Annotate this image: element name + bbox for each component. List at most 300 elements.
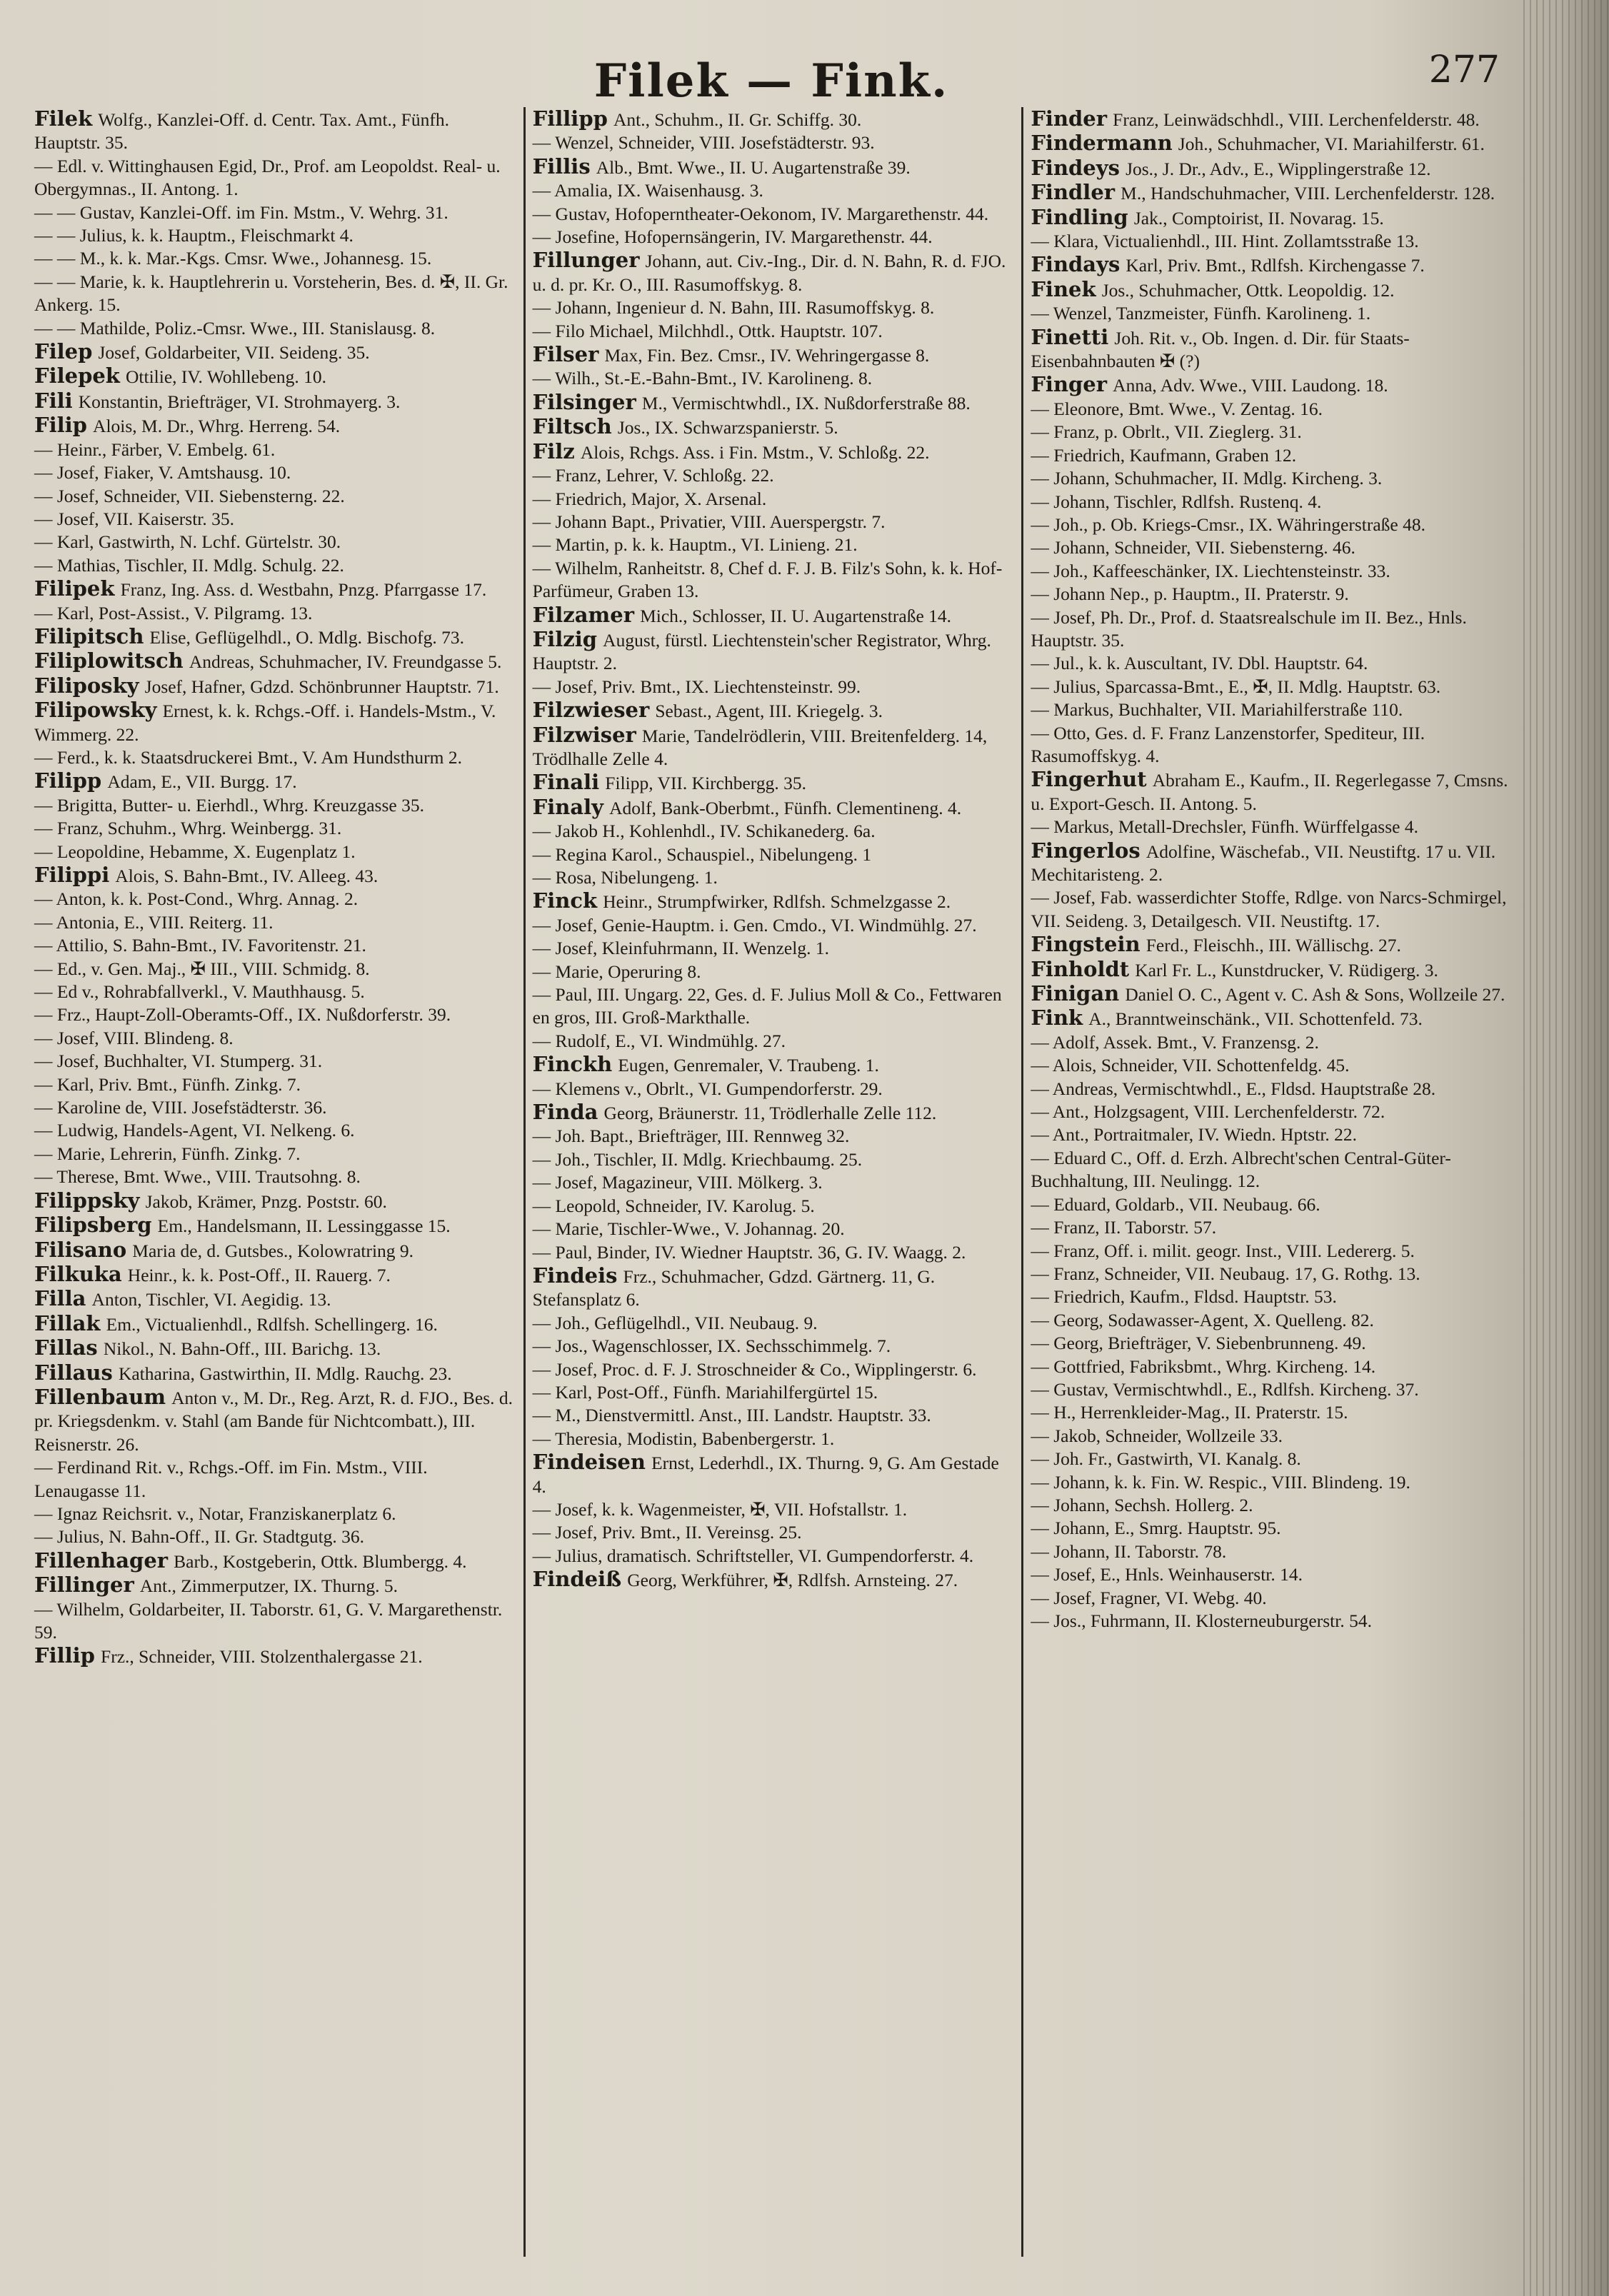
directory-entry xyxy=(533,226,1012,249)
entry-details: — Brigitta, Butter- u. Eierhdl., Whrg. Kreuzgasse 35. xyxy=(34,794,424,816)
directory-entry xyxy=(1031,1263,1510,1285)
directory-entry xyxy=(533,1030,1012,1053)
entry-details: — H., Herrenkleider-Mag., II. Praterstr. 15. xyxy=(1031,1402,1348,1423)
directory-entry xyxy=(533,464,1012,487)
entry-surname: Findeisen xyxy=(532,1450,646,1475)
directory-entry xyxy=(34,981,513,1003)
entry-details: Mich., Schlosser, II. U. Augartenstraße 14. xyxy=(640,605,952,626)
entry-details: — Karoline de, VIII. Josefstädterstr. 36. xyxy=(34,1097,327,1118)
entry-details: — Joh. Bapt., Briefträger, III. Rennweg 32. xyxy=(532,1126,850,1147)
directory-entry xyxy=(34,1644,513,1668)
entry-surname: Finckh xyxy=(532,1052,613,1077)
directory-entry xyxy=(1031,181,1510,205)
entry-details: — Mathias, Tischler, II. Mdlg. Schulg. 22. xyxy=(34,554,344,576)
entry-details: Karl, Priv. Bmt., Rdlfsh. Kirchengasse 7. xyxy=(1126,255,1425,276)
entry-details: — Julius, N. Bahn-Off., II. Gr. Stadtgutg. 36. xyxy=(34,1526,365,1548)
directory-entry xyxy=(533,676,1012,698)
page-title: Filek — Fink. xyxy=(593,54,949,108)
entry-details: — Gustav, Vermischtwhdl., E., Rdlfsh. Kircheng. 37. xyxy=(1031,1378,1419,1400)
directory-entry xyxy=(1031,958,1510,982)
entry-surname: Findeys xyxy=(1031,155,1120,180)
directory-entry xyxy=(533,723,1012,771)
directory-entry xyxy=(34,531,513,553)
entry-details: Franz, Leinwädschhdl., VIII. Lerchenfelderstr. 48. xyxy=(1113,109,1480,130)
entry-details: — Johann, Schneider, VII. Siebensterng. 46. xyxy=(1031,537,1355,558)
entry-surname: Fillas xyxy=(34,1335,98,1360)
directory-entry xyxy=(1031,933,1510,957)
directory-entry xyxy=(1031,513,1510,536)
entry-details: — Markus, Buchhalter, VII. Mariahilferstraße 110. xyxy=(1031,699,1403,721)
entry-surname: Finaly xyxy=(532,794,604,819)
directory-entry xyxy=(34,746,513,769)
directory-entry xyxy=(533,1053,1012,1077)
entry-details: — Jos., Fuhrmann, II. Klosterneuburgerstr. 54. xyxy=(1031,1610,1372,1631)
entry-details: — Klara, Victualienhdl., III. Hint. Zollamtsstraße 13. xyxy=(1031,231,1419,252)
directory-entry xyxy=(533,1404,1012,1427)
directory-entry xyxy=(34,1165,513,1188)
directory-entry xyxy=(1031,1401,1510,1424)
directory-entry xyxy=(533,914,1012,937)
directory-entry xyxy=(1031,491,1510,513)
directory-entry xyxy=(533,488,1012,511)
directory-entry xyxy=(34,364,513,388)
directory-entry xyxy=(533,179,1012,202)
directory-entry xyxy=(533,1545,1012,1568)
entry-surname: Fillip xyxy=(34,1643,95,1668)
entry-details: Sebast., Agent, III. Kriegelg. 3. xyxy=(655,701,883,722)
entry-details: Georg, Werkführer, ✠, Rdlfsh. Arnsteing. 27. xyxy=(627,1570,958,1591)
entry-details: — Wilhelm, Goldarbeiter, II. Taborstr. 61, G. V. Margarethenstr. 59. xyxy=(34,1598,503,1643)
entry-surname: Filipitsch xyxy=(34,623,144,648)
page-edge-shadow xyxy=(1523,0,1609,2296)
entry-details: Ant., Zimmerputzer, IX. Thurng. 5. xyxy=(139,1575,398,1597)
directory-entry xyxy=(34,1336,513,1360)
entry-details: M., Handschuhmacher, VIII. Lerchenfelderstr. 128. xyxy=(1121,183,1495,204)
entry-surname: Fili xyxy=(34,388,73,413)
entry-surname: Finigan xyxy=(1031,981,1120,1006)
directory-entry xyxy=(533,1428,1012,1450)
directory-entry xyxy=(34,1287,513,1311)
entry-details: — Josef, Proc. d. F. J. Stroschneider & Co., Wipplingerstr. 6. xyxy=(532,1358,977,1380)
entry-surname: Finger xyxy=(1031,372,1108,397)
entry-details: — Paul, III. Ungarg. 22, Ges. d. F. Julius Moll & Co., Fettwaren en gros, III. Groß-Markthalle. xyxy=(532,984,1002,1028)
directory-entry xyxy=(34,674,513,698)
entry-surname: Filkuka xyxy=(34,1261,122,1286)
entry-details: Alois, M. Dr., Whrg. Herreng. 54. xyxy=(93,416,341,437)
entry-details: — Friedrich, Kaufmann, Graben 12. xyxy=(1031,444,1297,466)
entry-details: — Klemens v., Obrlt., VI. Gumpendorferstr. 29. xyxy=(532,1078,883,1099)
directory-entry xyxy=(1031,1448,1510,1470)
entry-details: — — M., k. k. Mar.-Kgs. Cmsr. Wwe., Johannesg. 15. xyxy=(34,248,432,269)
directory-entry xyxy=(1031,560,1510,583)
entry-details: — Alois, Schneider, VII. Schottenfeldg. 45. xyxy=(1031,1055,1350,1076)
directory-entry xyxy=(34,1050,513,1073)
entry-surname: Finder xyxy=(1031,107,1108,131)
directory-entry xyxy=(34,817,513,840)
entry-details: Andreas, Schuhmacher, IV. Freundgasse 5. xyxy=(189,651,502,673)
directory-entry xyxy=(533,1521,1012,1544)
directory-entry xyxy=(1031,886,1510,933)
entry-details: — Marie, Operuring 8. xyxy=(532,961,701,982)
entry-details: — Antonia, E., VIII. Reiterg. 11. xyxy=(34,911,274,933)
directory-entry xyxy=(1031,206,1510,230)
directory-entry xyxy=(1031,816,1510,838)
entry-surname: Finck xyxy=(532,888,598,913)
directory-entry xyxy=(1031,1540,1510,1563)
directory-entry xyxy=(34,317,513,340)
directory-entry xyxy=(1031,1309,1510,1332)
entry-surname: Fingerlos xyxy=(1031,838,1141,863)
directory-entry xyxy=(533,820,1012,843)
directory-entry xyxy=(533,107,1012,131)
entry-details: — Eduard C., Off. d. Erzh. Albrecht'schen Central-Güter-Buchhaltung, III. Neulingg. 12. xyxy=(1031,1147,1451,1192)
directory-entry xyxy=(1031,1054,1510,1077)
entry-details: Nikol., N. Bahn-Off., III. Barichg. 13. xyxy=(103,1338,381,1360)
directory-entry xyxy=(1031,768,1510,816)
directory-entry xyxy=(533,131,1012,154)
entry-surname: Finda xyxy=(532,1100,598,1125)
directory-entry xyxy=(1031,583,1510,606)
directory-entry xyxy=(1031,652,1510,675)
entry-details: — — Marie, k. k. Hauptlehrerin u. Vorsteherin, Bes. d. ✠, II. Gr. Ankerg. 15. xyxy=(34,271,508,316)
directory-entry xyxy=(34,340,513,364)
entry-details: — Frz., Haupt-Zoll-Oberamts-Off., IX. Nußdorferstr. 39. xyxy=(34,1004,451,1026)
entry-details: — Jos., Wagenschlosser, IX. Sechsschimmelg. 7. xyxy=(532,1335,891,1357)
directory-entry xyxy=(533,1335,1012,1358)
directory-entry xyxy=(34,1027,513,1050)
entry-details: — Julius, dramatisch. Schriftsteller, VI. Gumpendorferstr. 4. xyxy=(532,1545,974,1566)
entry-details: Jak., Comptoirist, II. Novarag. 15. xyxy=(1133,207,1384,229)
entry-details: — Joh. Fr., Gastwirth, VI. Kanalg. 8. xyxy=(1031,1448,1301,1470)
directory-entry xyxy=(34,863,513,888)
entry-surname: Filip xyxy=(34,413,87,438)
directory-entry xyxy=(34,247,513,270)
entry-surname: Findeiß xyxy=(532,1567,622,1592)
directory-entry xyxy=(34,1385,513,1456)
directory-entry xyxy=(34,1096,513,1119)
entry-surname: Filla xyxy=(34,1286,86,1311)
directory-entry xyxy=(1031,839,1510,887)
entry-details: Ferd., Fleischh., III. Wällischg. 27. xyxy=(1146,935,1401,956)
directory-entry xyxy=(34,485,513,508)
entry-details: Adolfine, Wäschefab., VII. Neustiftg. 17 u. VII. Mechitaristeng. 2. xyxy=(1031,841,1496,885)
entry-details: — Jakob, Schneider, Wollzeile 33. xyxy=(1031,1425,1283,1446)
entry-details: — Karl, Post-Assist., V. Pilgramg. 13. xyxy=(34,602,313,623)
entry-surname: Findermann xyxy=(1031,131,1173,156)
entry-surname: Fillaus xyxy=(34,1360,113,1385)
directory-entry xyxy=(1031,1216,1510,1239)
directory-entry xyxy=(1031,1006,1510,1031)
entry-details: — Franz, p. Obrlt., VII. Zieglerg. 31. xyxy=(1031,421,1302,443)
entry-surname: Findling xyxy=(1031,204,1128,229)
entry-details: — Karl, Post-Off., Fünfh. Mariahilfergürtel 15. xyxy=(532,1381,878,1403)
directory-entry xyxy=(34,649,513,673)
directory-entry xyxy=(533,603,1012,628)
directory-entry xyxy=(34,438,513,461)
entry-details: — Josef, E., Hnls. Weinhauserstr. 14. xyxy=(1031,1564,1303,1585)
directory-entry xyxy=(34,1119,513,1142)
entry-details: — Marie, Lehrerin, Fünfh. Zinkg. 7. xyxy=(34,1143,301,1164)
entry-surname: Filzamer xyxy=(532,602,634,627)
entry-surname: Filek xyxy=(34,107,93,131)
entry-details: — Joh., p. Ob. Kriegs-Cmsr., IX. Währingerstraße 48. xyxy=(1031,513,1425,535)
entry-surname: Fillis xyxy=(532,154,591,179)
directory-entry xyxy=(1031,253,1510,277)
entry-details: Alois, S. Bahn-Bmt., IV. Alleeg. 43. xyxy=(115,866,379,886)
entry-details: — Theresia, Modistin, Babenbergerstr. 1. xyxy=(532,1428,835,1449)
entry-details: Ottilie, IV. Wohllebeng. 10. xyxy=(126,366,327,388)
entry-details: Konstantin, Briefträger, VI. Strohmayerg. 3. xyxy=(78,391,401,412)
directory-entry xyxy=(1031,1240,1510,1263)
entry-details: — Rudolf, E., VI. Windmühlg. 27. xyxy=(532,1030,786,1051)
entry-details: — Josef, Priv. Bmt., IX. Liechtensteinstr. 99. xyxy=(532,676,861,697)
entry-surname: Filiplowitsch xyxy=(34,648,184,673)
directory-entry xyxy=(533,1218,1012,1240)
directory-entry xyxy=(34,201,513,224)
directory-entry xyxy=(533,1195,1012,1218)
entry-details: Ant., Schuhm., II. Gr. Schiffg. 30. xyxy=(613,109,862,130)
entry-details: A., Branntweinschänk., VII. Schottenfeld. 73. xyxy=(1088,1008,1423,1030)
entry-details: Em., Victualienhdl., Rdlfsh. Schellingerg. 16. xyxy=(106,1313,438,1335)
entry-surname: Filzwieser xyxy=(532,698,650,723)
directory-entry xyxy=(533,961,1012,983)
directory-entry xyxy=(1031,1123,1510,1146)
entry-details: — Joh., Tischler, II. Mdlg. Kriechbaumg. 25. xyxy=(532,1148,863,1170)
directory-entry xyxy=(533,533,1012,556)
entry-details: Johann, aut. Civ.-Ing., Dir. d. N. Bahn, R. d. FJO. u. d. pr. Kr. O., III. Rasumoffskyg. 8. xyxy=(532,251,1006,295)
entry-details: — Edl. v. Wittinghausen Egid, Dr., Prof. am Leopoldst. Real- u. Obergymnas., II. Antong. 1. xyxy=(34,155,501,200)
entry-details: — Martin, p. k. k. Hauptm., VI. Linieng. 21. xyxy=(532,534,858,556)
directory-entry xyxy=(533,249,1012,296)
entry-details: — Eduard, Goldarb., VII. Neubaug. 66. xyxy=(1031,1193,1320,1215)
entry-details: — Andreas, Vermischtwhdl., E., Fldsd. Hauptstraße 28. xyxy=(1031,1078,1436,1099)
entry-details: Georg, Bräunerstr. 11, Trödlerhalle Zelle 112. xyxy=(603,1103,937,1124)
entry-details: Joh. Rit. v., Ob. Ingen. d. Dir. für Staats-Eisenbahnbauten ✠ (?) xyxy=(1031,327,1410,372)
entry-details: — Markus, Metall-Drechsler, Fünfh. Würffelgasse 4. xyxy=(1031,816,1418,838)
entry-surname: Filsinger xyxy=(532,389,636,414)
entry-details: Elise, Geflügelhdl., O. Mdlg. Bischofg. 73. xyxy=(149,626,465,648)
entry-surname: Filipowsky xyxy=(34,698,157,723)
directory-entry xyxy=(1031,1471,1510,1494)
entry-details: — Johann, Sechsh. Hollerg. 2. xyxy=(1031,1494,1253,1515)
entry-details: — Wenzel, Tanzmeister, Fünfh. Karolineng. 1. xyxy=(1031,303,1371,324)
entry-details: Barb., Kostgeberin, Ottk. Blumbergg. 4. xyxy=(174,1550,467,1572)
entry-details: — Ferdinand Rit. v., Rchgs.-Off. im Fin. Mstm., VIII. Lenaugasse 11. xyxy=(34,1457,428,1501)
column-2 xyxy=(526,107,1024,2257)
directory-entry xyxy=(34,958,513,981)
directory-entry xyxy=(34,508,513,531)
entry-details: Heinr., Strumpfwirker, Rdlfsh. Schmelzgasse 2. xyxy=(603,891,951,913)
entry-details: — Karl, Priv. Bmt., Fünfh. Zinkg. 7. xyxy=(34,1073,301,1095)
directory-entry xyxy=(34,698,513,746)
directory-entry xyxy=(533,628,1012,676)
directory-entry xyxy=(34,1525,513,1548)
entry-details: Adam, E., VII. Burgg. 17. xyxy=(107,771,297,793)
entry-surname: Filipsberg xyxy=(34,1213,152,1238)
directory-entry xyxy=(1031,131,1510,156)
directory-entry xyxy=(533,1358,1012,1381)
entry-details: — Karl, Gastwirth, N. Lchf. Gürtelstr. 30. xyxy=(34,531,341,553)
directory-entry xyxy=(533,296,1012,319)
entry-details: — Eleonore, Bmt. Wwe., V. Zentag. 16. xyxy=(1031,398,1323,419)
entry-surname: Finek xyxy=(1031,276,1096,301)
directory-entry xyxy=(533,1241,1012,1264)
entry-details: Ernst, Lederhdl., IX. Thurng. 9, G. Am Gestade 4. xyxy=(532,1453,999,1497)
directory-entry xyxy=(1031,1610,1510,1633)
entry-details: — Franz, Schuhm., Whrg. Weinbergg. 31. xyxy=(34,818,342,839)
entry-details: — Marie, Tischler-Wwe., V. Johannag. 20. xyxy=(532,1218,845,1240)
entry-details: — Franz, Lehrer, V. Schloßg. 22. xyxy=(532,465,774,486)
entry-surname: Findeis xyxy=(532,1263,618,1288)
directory-entry xyxy=(34,1189,513,1213)
directory-entry xyxy=(1031,1193,1510,1216)
directory-entry xyxy=(1031,278,1510,302)
entry-surname: Filippi xyxy=(34,863,110,887)
entry-details: Karl Fr. L., Kunstdrucker, V. Rüdigerg. 3. xyxy=(1135,959,1438,981)
entry-details: — Ed v., Rohrabfallverkl., V. Mauthhausg. 5. xyxy=(34,981,365,1003)
entry-details: — Attilio, S. Bahn-Bmt., IV. Favoritenstr. 21. xyxy=(34,935,366,956)
entry-details: — Johann, k. k. Fin. W. Respic., VIII. Blindeng. 19. xyxy=(1031,1471,1410,1493)
column-3 xyxy=(1023,107,1520,2257)
directory-entry xyxy=(533,1568,1012,1592)
entry-details: — Josef, Magazineur, VIII. Mölkerg. 3. xyxy=(532,1172,823,1193)
entry-details: — Friedrich, Major, X. Arsenal. xyxy=(532,488,767,509)
directory-entry xyxy=(1031,1425,1510,1448)
page-number: 277 xyxy=(1428,49,1500,91)
directory-entry xyxy=(34,625,513,649)
entry-surname: Fingerhut xyxy=(1031,767,1147,792)
entry-details: — Wilhelm, Ranheitstr. 8, Chef d. F. J. B. Filz's Sohn, k. k. Hof-Parfümeur, Graben 13. xyxy=(532,557,1003,602)
directory-entry xyxy=(533,1312,1012,1335)
directory-entry xyxy=(533,557,1012,603)
entry-details: Frz., Schuhmacher, Gdzd. Gärtnerg. 11, G. Stefansplatz 6. xyxy=(532,1265,936,1310)
entry-details: Jos., J. Dr., Adv., E., Wipplingerstraße 12. xyxy=(1126,158,1431,179)
entry-details: — Heinr., Färber, V. Embelg. 61. xyxy=(34,438,276,460)
entry-details: — Leopoldine, Hebamme, X. Eugenplatz 1. xyxy=(34,841,356,862)
entry-details: — Otto, Ges. d. F. Franz Lanzenstorfer, Spediteur, III. Rasumoffskyg. 4. xyxy=(1031,722,1425,766)
entry-details: — Ed., v. Gen. Maj., ✠ III., VIII. Schmidg. 8. xyxy=(34,958,370,979)
directory-entry xyxy=(34,554,513,577)
entry-details: — — Julius, k. k. Hauptm., Fleischmarkt 4. xyxy=(34,225,354,246)
directory-entry xyxy=(1031,230,1510,253)
directory-entry xyxy=(34,934,513,957)
directory-entry xyxy=(1031,326,1510,374)
entry-details: — Adolf, Assek. Bmt., V. Franzensg. 2. xyxy=(1031,1031,1319,1053)
directory-entry xyxy=(34,155,513,201)
entry-details: — — Gustav, Kanzlei-Off. im Fin. Mstm., V. Wehrg. 31. xyxy=(34,201,448,223)
entry-details: — Anton, k. k. Post-Cond., Whrg. Annag. 2. xyxy=(34,888,359,910)
directory-entry xyxy=(1031,722,1510,768)
directory-entry xyxy=(1031,1355,1510,1378)
entry-details: — Josef, k. k. Wagenmeister, ✠, VII. Hofstallstr. 1. xyxy=(532,1498,908,1520)
entry-details: — Wilh., St.-E.-Bahn-Bmt., IV. Karolineng. 8. xyxy=(532,368,873,389)
directory-entry xyxy=(34,224,513,247)
entry-details: — Josef, Genie-Hauptm. i. Gen. Cmdo., VI. Windmühlg. 27. xyxy=(532,914,977,936)
directory-entry xyxy=(533,889,1012,913)
entry-details: Jakob, Krämer, Pnzg. Poststr. 60. xyxy=(145,1190,387,1212)
directory-entry xyxy=(34,602,513,625)
entry-details: — Jul., k. k. Auscultant, IV. Dbl. Hauptstr. 64. xyxy=(1031,653,1368,674)
entry-details: Eugen, Genremaler, V. Traubeng. 1. xyxy=(618,1055,879,1076)
directory-entry xyxy=(533,511,1012,533)
entry-surname: Filep xyxy=(34,339,93,364)
entry-details: — Franz, II. Taborstr. 57. xyxy=(1031,1217,1217,1238)
entry-surname: Filzwiser xyxy=(532,722,636,747)
directory-entry xyxy=(34,911,513,934)
entry-details: Anna, Adv. Wwe., VIII. Laudong. 18. xyxy=(1113,375,1388,396)
directory-columns xyxy=(27,107,1520,2257)
directory-entry xyxy=(34,769,513,793)
entry-details: — Ant., Holzgsagent, VIII. Lerchenfelderstr. 72. xyxy=(1031,1101,1385,1123)
directory-entry xyxy=(1031,1494,1510,1517)
directory-entry xyxy=(34,413,513,438)
entry-details: Maria de, d. Gutsbes., Kolowratring 9. xyxy=(132,1240,414,1261)
directory-entry xyxy=(533,155,1012,179)
entry-details: — Regina Karol., Schauspiel., Nibelungeng. 1 xyxy=(532,843,872,865)
entry-details: Joh., Schuhmacher, VI. Mariahilferstr. 61. xyxy=(1178,134,1485,155)
entry-surname: Filippsky xyxy=(34,1188,140,1213)
entry-details: — Ant., Portraitmaler, IV. Wiedn. Hptstr. 22. xyxy=(1031,1124,1358,1146)
entry-details: — Franz, Off. i. milit. geogr. Inst., VIII. Ledererg. 5. xyxy=(1031,1240,1415,1261)
column-1 xyxy=(27,107,526,2257)
directory-entry xyxy=(1031,467,1510,490)
directory-entry xyxy=(1031,1147,1510,1193)
directory-entry xyxy=(34,1573,513,1598)
entry-surname: Fillinger xyxy=(34,1573,134,1598)
entry-surname: Filipek xyxy=(34,576,115,601)
entry-surname: Finetti xyxy=(1031,324,1109,349)
directory-entry xyxy=(533,440,1012,464)
directory-entry xyxy=(34,1598,513,1645)
directory-entry xyxy=(533,1148,1012,1171)
entry-details: — Josefine, Hofopernsängerin, IV. Margarethenstr. 44. xyxy=(532,226,933,248)
directory-entry xyxy=(34,1456,513,1503)
entry-details: Jos., Schuhmacher, Ottk. Leopoldig. 12. xyxy=(1101,279,1395,301)
entry-details: Anton v., M. Dr., Reg. Arzt, R. d. FJO., Bes. d. pr. Kriegsdenkm. v. Stahl (am Bande für Nichtcombatt.), III. Reisnerstr. 26. xyxy=(34,1387,513,1455)
entry-details: — Josef, VII. Kaiserstr. 35. xyxy=(34,508,234,529)
directory-entry xyxy=(34,1549,513,1573)
entry-details: Josef, Hafner, Gdzd. Schönbrunner Hauptstr. 71. xyxy=(144,676,499,697)
entry-details: Marie, Tandelrödlerin, VIII. Breitenfelderg. 14, Trödlhalle Zelle 4. xyxy=(532,725,988,769)
entry-details: — Rosa, Nibelungeng. 1. xyxy=(532,867,718,888)
directory-entry xyxy=(1031,421,1510,443)
entry-details: — Joh., Geflügelhdl., VII. Neubaug. 9. xyxy=(532,1312,818,1333)
entry-details: — Johann, II. Taborstr. 78. xyxy=(1031,1540,1227,1562)
directory-entry xyxy=(533,1125,1012,1148)
directory-entry xyxy=(533,391,1012,415)
directory-entry xyxy=(34,1263,513,1287)
entry-details: — — Mathilde, Poliz.-Cmsr. Wwe., III. Stanislausg. 8. xyxy=(34,317,436,339)
directory-entry xyxy=(1031,1563,1510,1586)
directory-entry xyxy=(533,343,1012,367)
entry-details: Anton, Tischler, VI. Aegidig. 13. xyxy=(91,1289,331,1310)
directory-entry xyxy=(1031,107,1510,131)
entry-details: — Jakob H., Kohlenhdl., IV. Schikanederg. 6a. xyxy=(532,821,876,842)
directory-entry xyxy=(34,577,513,601)
entry-details: Alb., Bmt. Wwe., II. U. Augartenstraße 39. xyxy=(596,156,911,178)
entry-surname: Fillenhager xyxy=(34,1548,169,1573)
entry-details: — Johann, Ingenieur d. N. Bahn, III. Rasumoffskyg. 8. xyxy=(532,297,935,319)
entry-details: — Josef, Schneider, VII. Siebensterng. 22. xyxy=(34,485,345,506)
entry-details: — Josef, VIII. Blindeng. 8. xyxy=(34,1027,234,1048)
directory-entry xyxy=(533,1450,1012,1498)
directory-entry xyxy=(1031,536,1510,559)
directory-entry xyxy=(533,1171,1012,1194)
directory-entry xyxy=(1031,1378,1510,1401)
directory-entry xyxy=(34,1003,513,1026)
directory-entry xyxy=(34,1361,513,1385)
directory-entry xyxy=(1031,398,1510,421)
